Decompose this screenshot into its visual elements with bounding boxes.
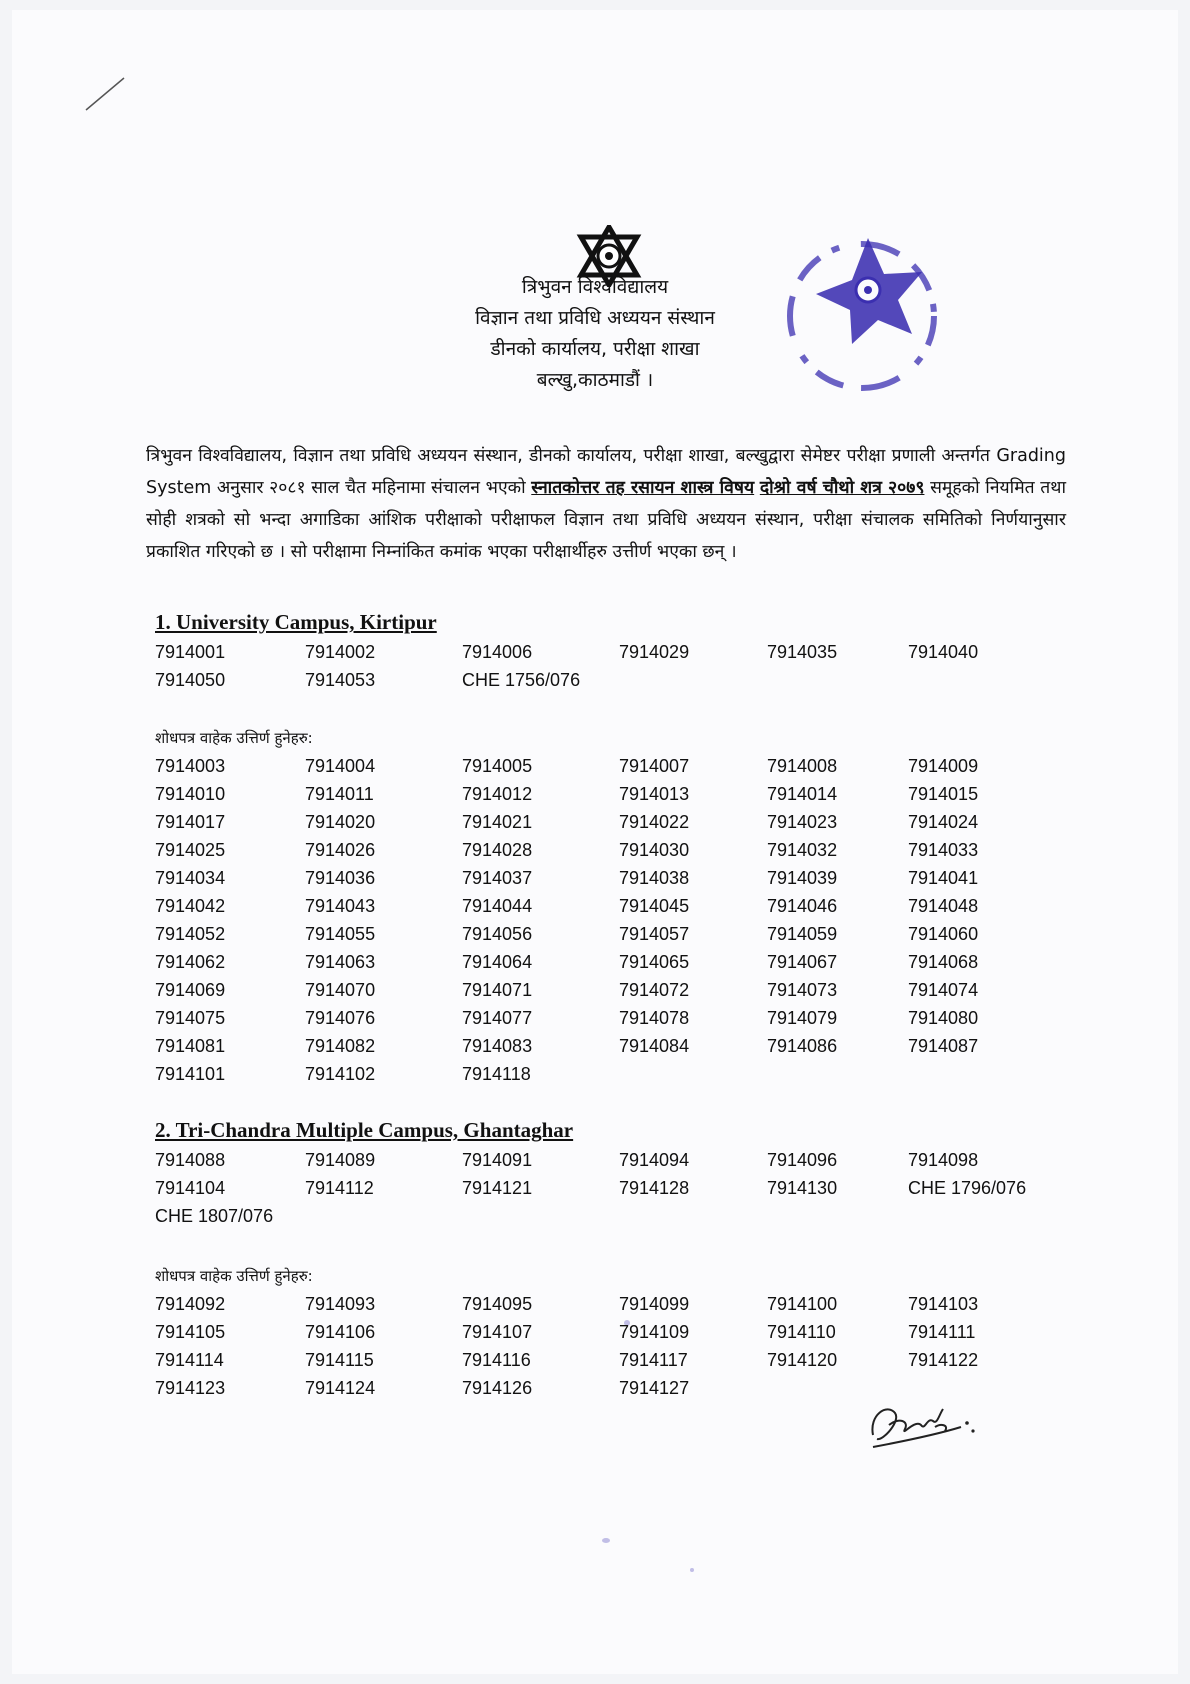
roll-number: 7914053 xyxy=(305,669,376,690)
roll-number: 7914069 xyxy=(155,979,226,1000)
roll-number: 7914014 xyxy=(767,783,838,804)
roll-number: 7914105 xyxy=(155,1321,226,1342)
except-thesis-list-kirtipur xyxy=(155,752,1075,1088)
roll-number: 7914002 xyxy=(305,641,376,662)
roll-number: 7914121 xyxy=(462,1177,533,1198)
roll-number: 7914087 xyxy=(908,1035,979,1056)
roll-number: 7914079 xyxy=(767,1007,838,1028)
roll-number: 7914012 xyxy=(462,783,533,804)
roll-number: 7914102 xyxy=(305,1063,376,1084)
roll-number: 7914094 xyxy=(619,1149,690,1170)
roll-number: 7914092 xyxy=(155,1293,226,1314)
roll-number: 7914128 xyxy=(619,1177,690,1198)
roll-number: 7914008 xyxy=(767,755,838,776)
roll-number: 7914120 xyxy=(767,1349,838,1370)
roll-number: 7914074 xyxy=(908,979,979,1000)
roll-number: 7914083 xyxy=(462,1035,533,1056)
roll-number: CHE 1756/076 xyxy=(462,669,581,690)
roll-number: 7914013 xyxy=(619,783,690,804)
roll-number: 7914036 xyxy=(305,867,376,888)
roll-number: 7914039 xyxy=(767,867,838,888)
roll-number: 7914033 xyxy=(908,839,979,860)
roll-number: 7914055 xyxy=(305,923,376,944)
institution-header xyxy=(395,272,795,396)
subheading-except-thesis-trichandra: शोधपत्र वाहेक उत्तिर्ण हुनेहरु: xyxy=(155,1267,313,1285)
roll-number: 7914101 xyxy=(155,1063,226,1084)
roll-number: 7914017 xyxy=(155,811,226,832)
roll-number: 7914035 xyxy=(767,641,838,662)
roll-number: 7914063 xyxy=(305,951,376,972)
roll-number: 7914082 xyxy=(305,1035,376,1056)
roll-number: 7914009 xyxy=(908,755,979,776)
header-institute: विज्ञान तथा प्रविधि अध्ययन संस्थान xyxy=(475,307,715,329)
section-title-trichandra: 2. Tri-Chandra Multiple Campus, Ghantaghar xyxy=(155,1118,574,1142)
header-office: डीनको कार्यालय, परीक्षा शाखा xyxy=(490,338,700,360)
roll-number: 7914089 xyxy=(305,1149,376,1170)
roll-number: 7914098 xyxy=(908,1149,979,1170)
except-thesis-list-trichandra xyxy=(155,1290,1075,1402)
roll-number: 7914106 xyxy=(305,1321,376,1342)
roll-number: 7914076 xyxy=(305,1007,376,1028)
roll-number: 7914124 xyxy=(305,1377,376,1398)
roll-number: 7914028 xyxy=(462,839,533,860)
roll-number: 7914095 xyxy=(462,1293,533,1314)
roll-number: 7914091 xyxy=(462,1149,533,1170)
handwritten-signature xyxy=(865,1395,985,1455)
roll-number: 7914127 xyxy=(619,1377,690,1398)
roll-number: 7914050 xyxy=(155,669,226,690)
roll-number: 7914015 xyxy=(908,783,979,804)
roll-number: 7914067 xyxy=(767,951,838,972)
roll-number: 7914099 xyxy=(619,1293,690,1314)
roll-number: 7914037 xyxy=(462,867,533,888)
roll-number: 7914080 xyxy=(908,1007,979,1028)
roll-number: 7914062 xyxy=(155,951,226,972)
roll-number: 7914109 xyxy=(619,1321,690,1342)
roll-number: 7914081 xyxy=(155,1035,226,1056)
roll-number: 7914088 xyxy=(155,1149,226,1170)
roll-number: 7914038 xyxy=(619,867,690,888)
roll-number: 7914029 xyxy=(619,641,690,662)
roll-number: 7914096 xyxy=(767,1149,838,1170)
roll-number: 7914123 xyxy=(155,1377,226,1398)
roll-number: 7914075 xyxy=(155,1007,226,1028)
roll-number: 7914118 xyxy=(462,1063,531,1084)
roll-number: 7914060 xyxy=(908,923,979,944)
roll-number: 7914084 xyxy=(619,1035,690,1056)
roll-number: 7914032 xyxy=(767,839,838,860)
roll-number: 7914030 xyxy=(619,839,690,860)
roll-number: 7914115 xyxy=(305,1349,374,1370)
passed-list-kirtipur xyxy=(155,638,1075,694)
roll-number: 7914011 xyxy=(305,783,374,804)
roll-number: 7914034 xyxy=(155,867,226,888)
roll-number: 7914103 xyxy=(908,1293,979,1314)
roll-number: 7914044 xyxy=(462,895,533,916)
roll-number: 7914078 xyxy=(619,1007,690,1028)
roll-number: 7914041 xyxy=(908,867,979,888)
header-address: बल्खु,काठमाडौं । xyxy=(536,369,654,391)
roll-number: 7914072 xyxy=(619,979,690,1000)
roll-number: 7914093 xyxy=(305,1293,376,1314)
roll-number: 7914111 xyxy=(908,1321,976,1342)
roll-number: 7914043 xyxy=(305,895,376,916)
roll-number: 7914116 xyxy=(462,1349,531,1370)
roll-number: 7914020 xyxy=(305,811,376,832)
roll-number: 7914086 xyxy=(767,1035,838,1056)
roll-number: 7914126 xyxy=(462,1377,533,1398)
roll-number: 7914073 xyxy=(767,979,838,1000)
roll-number: 7914040 xyxy=(908,641,979,662)
section-title-kirtipur: 1. University Campus, Kirtipur xyxy=(155,610,437,634)
roll-number: 7914004 xyxy=(305,755,376,776)
roll-number: 7914021 xyxy=(462,811,533,832)
roll-number: 7914077 xyxy=(462,1007,533,1028)
roll-number: 7914023 xyxy=(767,811,838,832)
roll-number: 7914010 xyxy=(155,783,226,804)
roll-number: 7914057 xyxy=(619,923,690,944)
roll-number: 7914003 xyxy=(155,755,226,776)
roll-number: 7914022 xyxy=(619,811,690,832)
roll-number: 7914110 xyxy=(767,1321,836,1342)
roll-number: 7914070 xyxy=(305,979,376,1000)
roll-number: 7914005 xyxy=(462,755,533,776)
roll-number: 7914104 xyxy=(155,1177,226,1198)
result-notice-paragraph: त्रिभुवन विश्वविद्यालय, विज्ञान तथा प्रविधि अध्ययन संस्थान, डीनको कार्यालय, परीक्षा शाखा, बल्खुद्वारा सेमेष्टर परीक्षा प्रणाली अन्तर्गत Grading System अनुसार २०८१ साल चैत महिनामा संचालन भएको स्नातकोत्तर तह रसायन शास्त्र विषय दोश्रो वर्ष चौथो शत्र २०७९ समूहको नियमित तथा सोही शत्रको सो भन्दा अगाडिका आंशिक परीक्षाको परीक्षाफल विज्ञान तथा प्रविधि अध्ययन संस्थान, परीक्षा संचालक समितिको निर्णयानुसार प्रकाशित गरिएको छ । सो परीक्षामा निम्नांकित कमांक भएका परीक्षार्थीहरु उत्तीर्ण भएका छन् । xyxy=(146,446,1066,562)
roll-number: 7914112 xyxy=(305,1177,374,1198)
roll-number: 7914107 xyxy=(462,1321,533,1342)
roll-number: 7914046 xyxy=(767,895,838,916)
roll-number: CHE 1807/076 xyxy=(155,1205,274,1226)
roll-number: 7914130 xyxy=(767,1177,838,1198)
passed-list-trichandra xyxy=(155,1146,1075,1230)
roll-number: 7914056 xyxy=(462,923,533,944)
pen-stroke-mark xyxy=(84,76,128,112)
roll-number: CHE 1796/076 xyxy=(908,1177,1027,1198)
roll-number: 7914025 xyxy=(155,839,226,860)
program-name: स्नातकोत्तर तह रसायन शास्त्र विषय xyxy=(531,478,755,498)
roll-number: 7914048 xyxy=(908,895,979,916)
semester-name: दोश्रो वर्ष चौथो शत्र २०७९ xyxy=(759,478,925,498)
official-stamp-seal xyxy=(782,228,952,398)
roll-number: 7914052 xyxy=(155,923,226,944)
roll-number: 7914001 xyxy=(155,641,226,662)
roll-number: 7914024 xyxy=(908,811,979,832)
roll-number: 7914071 xyxy=(462,979,533,1000)
roll-number: 7914006 xyxy=(462,641,533,662)
roll-number: 7914045 xyxy=(619,895,690,916)
roll-number: 7914114 xyxy=(155,1349,224,1370)
roll-number: 7914007 xyxy=(619,755,690,776)
subheading-except-thesis-kirtipur: शोधपत्र वाहेक उत्तिर्ण हुनेहरु: xyxy=(155,729,313,747)
roll-number: 7914042 xyxy=(155,895,226,916)
roll-number: 7914068 xyxy=(908,951,979,972)
roll-number: 7914100 xyxy=(767,1293,838,1314)
roll-number: 7914026 xyxy=(305,839,376,860)
roll-number: 7914065 xyxy=(619,951,690,972)
header-university: त्रिभुवन विश्वविद्यालय xyxy=(521,276,669,298)
roll-number: 7914064 xyxy=(462,951,533,972)
roll-number: 7914059 xyxy=(767,923,838,944)
roll-number: 7914117 xyxy=(619,1349,688,1370)
roll-number: 7914122 xyxy=(908,1349,979,1370)
